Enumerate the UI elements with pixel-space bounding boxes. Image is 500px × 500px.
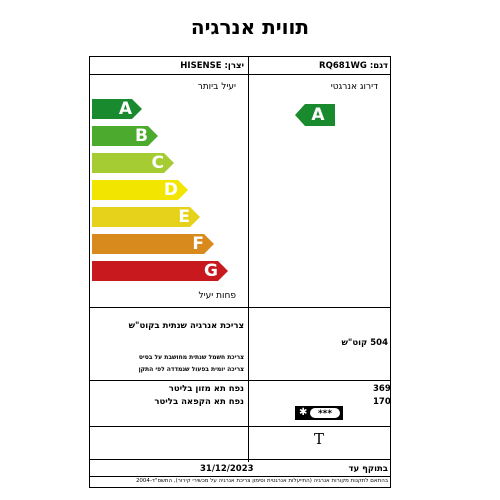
freezer-stars-icon: ✱ *** [295,406,343,420]
divider [90,459,390,460]
rating-caption: דירוג אנרגטי [330,82,378,92]
climate-class-icon: T [314,430,325,448]
rating-letter: A [311,105,325,125]
scale-letter-c: C [151,153,164,173]
scale-letter-g: G [204,261,218,281]
scale-letter-f: F [192,234,204,254]
consumption-label: צריכת אנרגיה שנתית בקוט"ש [128,321,244,331]
scale-letter-b: B [135,126,148,146]
scale-letter-a: A [118,99,132,119]
fridge-volume-value: 369 [373,384,391,394]
fridge-volume-label: נפח תא מזון בליטר [168,384,244,394]
divider [90,426,390,427]
energy-label [89,56,391,488]
most-efficient-label: יעיל ביותר [197,82,236,92]
snowflake-icon: ✱ [299,407,308,418]
freezer-volume-value: 170 [373,397,391,407]
divider [90,74,390,75]
divider [90,476,390,477]
freezer-volume-label: נפח תא הקפאה בליטר [154,397,244,407]
consumption-value: 504 קוט"ש [341,338,388,348]
scale-letter-e: E [178,207,190,227]
column-divider [248,57,249,462]
page-title: תווית אנרגיה [190,15,310,39]
least-efficient-label: פחות יעיל [198,291,236,301]
model-label: דגם: RQ681WG [319,61,388,71]
divider [90,380,390,381]
validity-date: 31/12/2023 [200,464,254,474]
consumption-note-1: צריכת חשמל שנתית מחושבת על בסיס [138,354,244,361]
validity-label: בתוקף עד [348,464,388,474]
regulation-note: בהתאם לתקנות מקורות אנרגיה (התייעלות אנרגטית וסימון צריכת אנרגיה על מכשירי קירור), התשס"ד-2004 [135,478,388,484]
scale-letter-d: D [163,180,178,200]
consumption-note-2: צריכה יומית בפעול שנמדדה לפי התקן [138,366,244,373]
divider [90,307,390,308]
manufacturer-label: יצרן: HISENSE [180,61,244,71]
